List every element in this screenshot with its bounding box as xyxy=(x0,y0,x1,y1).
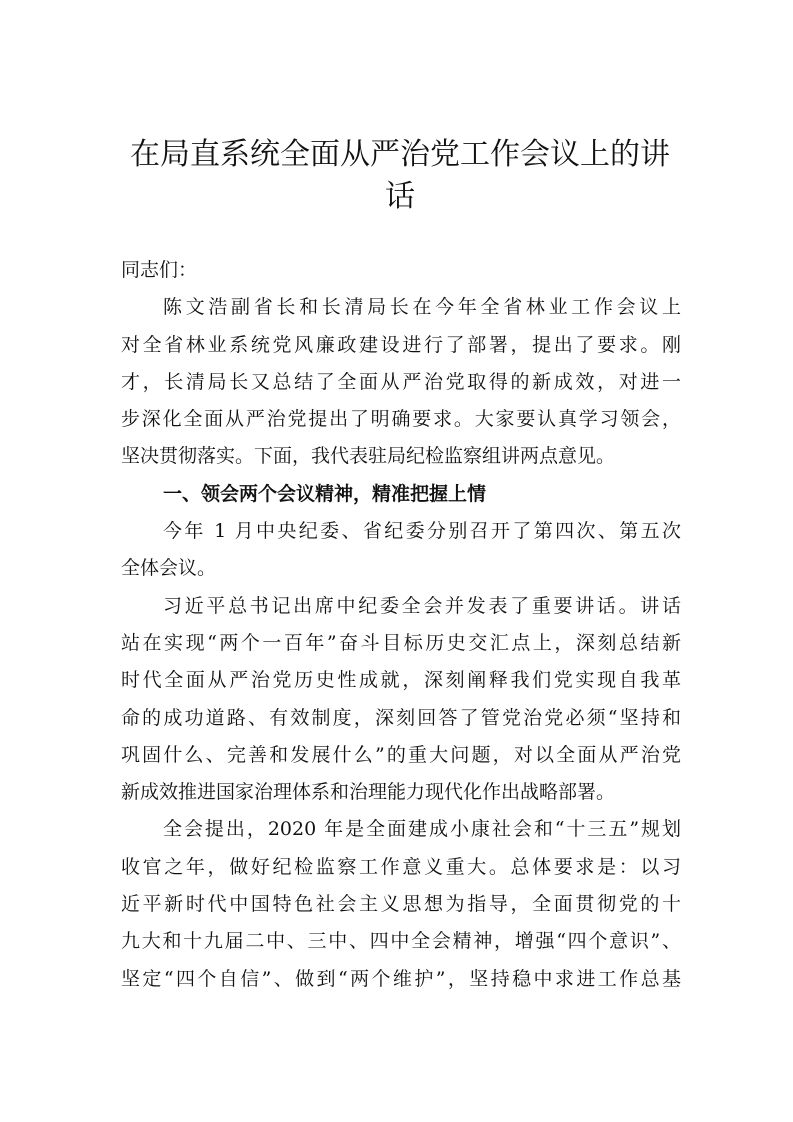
document-title xyxy=(110,134,690,218)
paragraph-4-line-2: 收官之年，做好纪检监察工作意义重大。总体要求是：以习 xyxy=(121,855,681,878)
paragraph-1-line-1: 陈文浩副省长和长清局长在今年全省林业工作会议上 xyxy=(163,296,681,319)
paragraph-1-line-4: 步深化全面从严治党提出了明确要求。大家要认真学习领会， xyxy=(121,408,681,431)
paragraph-2-line-1: 今年 1 月中央纪委、省纪委分别召开了第四次、第五次 xyxy=(163,520,681,543)
paragraph-1-line-2: 对全省林业系统党风廉政建设进行了部署，提出了要求。刚 xyxy=(121,333,681,356)
paragraph-4-line-3: 近平新时代中国特色社会主义思想为指导，全面贯彻党的十 xyxy=(121,893,681,916)
paragraph-3-line-1: 习近平总书记出席中纪委全会并发表了重要讲话。讲话 xyxy=(163,594,681,617)
paragraph-2-line-2: 全体会议。 xyxy=(121,557,217,580)
paragraph-3-line-2: 站在实现“两个一百年”奋斗目标历史交汇点上，深刻总结新 xyxy=(121,631,681,654)
paragraph-4-line-4: 九大和十九届二中、三中、四中全会精神，增强“四个意识”、 xyxy=(121,930,681,953)
paragraph-4-line-1: 全会提出，2020 年是全面建成小康社会和“十三五”规划 xyxy=(163,818,681,841)
paragraph-4-line-5: 坚定“四个自信”、做到“两个维护”，坚持稳中求进工作总基 xyxy=(121,967,681,990)
document-body xyxy=(121,252,681,998)
section-heading-1: 一、领会两个会议精神，精准把握上情 xyxy=(163,482,487,505)
paragraph-1-line-3: 才，长清局长又总结了全面从严治党取得的新成效，对进一 xyxy=(121,370,681,393)
paragraph-3-line-4: 命的成功道路、有效制度，深刻回答了管党治党必须“坚持和 xyxy=(121,706,681,729)
salutation: 同志们： xyxy=(121,259,198,281)
title-line-1: 在局直系统全面从严治党工作会议上的讲 xyxy=(130,137,670,172)
paragraph-1-line-5: 坚决贯彻落实。下面，我代表驻局纪检监察组讲两点意见。 xyxy=(121,445,616,468)
paragraph-3-line-5: 巩固什么、完善和发展什么”的重大问题，对以全面从严治党 xyxy=(121,743,681,766)
paragraph-3-line-6: 新成效推进国家治理体系和治理能力现代化作出战略部署。 xyxy=(121,781,616,804)
paragraph-3-line-3: 时代全面从严治党历史性成就，深刻阐释我们党实现自我革 xyxy=(121,669,681,692)
title-line-2: 话 xyxy=(385,179,415,214)
